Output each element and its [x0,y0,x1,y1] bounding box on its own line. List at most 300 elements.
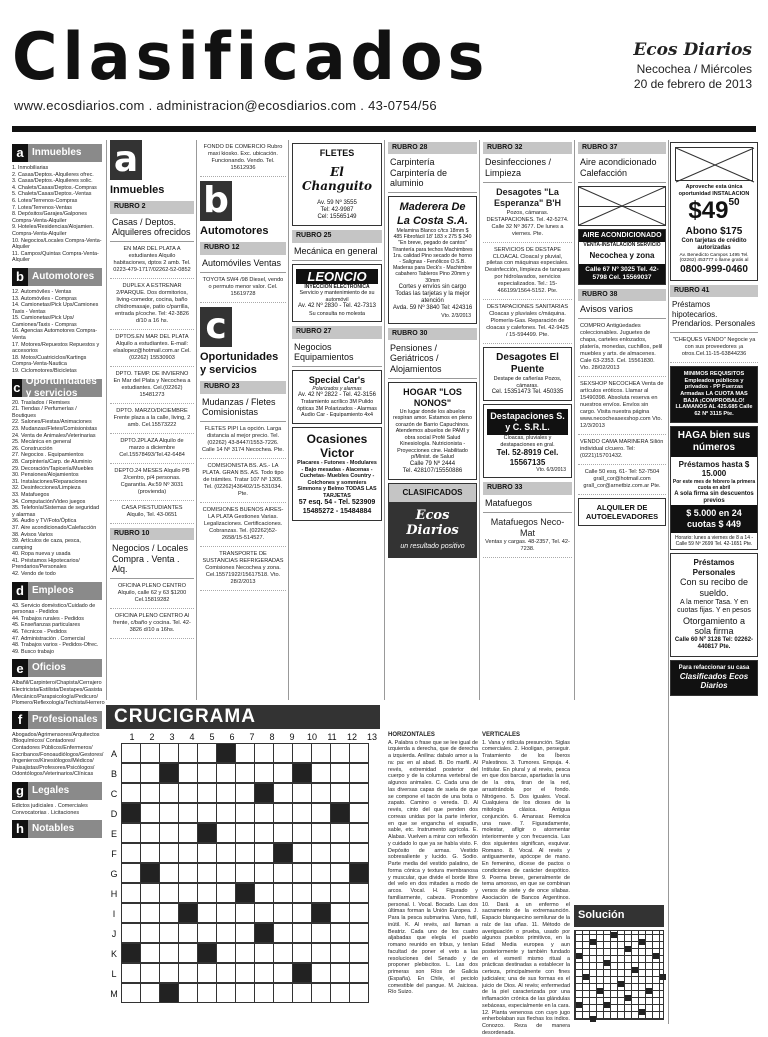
crossword-cell[interactable] [216,863,236,883]
column-number: 8 [269,732,275,742]
ad-subtitle: INYECCION ELECTRONICA [304,284,370,291]
crossword-cell[interactable] [140,963,160,983]
ad-text: Ventas y cargas. 48-2357, Tel. 42-7238. [485,539,570,553]
crossword-cell[interactable] [121,783,141,803]
crossword-cell[interactable] [330,783,350,803]
crossword-cell[interactable] [273,763,293,783]
crossword-row [106,984,382,1004]
crossword-title: CRUCIGRAMA [106,705,380,729]
row-letter: A [110,748,117,759]
category-list [12,162,102,264]
rubro-name: Casas / Deptos. Alquileres ofrecidos [110,214,194,243]
classified-ad: DEPTO.24 MESES Alquilo PB 2/centro, p/4 personas. Cgarantía. Av.59 Nº 3031 (provienda) [110,464,194,501]
classified-ad: COMPRO Antigüedades coleccionables. Juguetes de chapa, carteles enlozados, platería, monedas, cuchillos, pelil muebles y arts. de almacenes. Cale 63-2353. Cel. 15561830. Vto. 28/02/2013 [578,319,666,377]
crossword-cell[interactable] [140,883,160,903]
crossword-cell[interactable] [178,923,198,943]
category-item: 11. Campos/Quintas Compra-Venta-Alquiler [12,250,99,264]
crossword-cell[interactable] [254,883,274,903]
crossword-cell[interactable] [254,823,274,843]
ad-subtitle: VENTA-INSTALACION SERVICIO [583,242,661,249]
crossword-cell[interactable] [273,923,293,943]
ad-la-esperanza [483,183,572,242]
classified-ad: DESTAPACIONES SANITARIAS Cloacas y pluviales c/máquina. Plomería-Gas. Reparación de cloacas y calefones. Tel. 42-9425 / 15-594499. Pte. [483,300,572,344]
crossword-cell[interactable] [235,863,255,883]
rubro-tag: RUBRO 33 [483,482,572,494]
crossword-cell[interactable] [216,883,236,903]
rubro-name: Mudanzas / Fletes Comisionistas [200,394,286,423]
crossword-cell[interactable] [197,843,217,863]
category-letter: c [13,379,21,395]
column-number: 6 [229,732,235,742]
ad-phone: Tel: 42-9987 [320,206,354,213]
category-item: 16. Agencias Automotores Compra-Venta [12,328,98,342]
crossword-cell[interactable] [292,803,312,823]
category-header-h [12,820,102,838]
crossword-cell[interactable] [178,843,198,863]
crossword-cell[interactable] [216,803,236,823]
masthead-rule [12,126,756,132]
crossword-cell[interactable] [216,823,236,843]
crossword-row [106,904,382,924]
ad-heading: Desagotes El Puente [496,352,559,376]
crossword-cell[interactable] [216,843,236,863]
crossword-cell[interactable] [216,923,236,943]
crossword-cell[interactable] [159,763,179,783]
category-letter: e [12,659,28,677]
rubro-tag: RUBRO 28 [388,142,477,154]
crossword-cell[interactable] [197,743,217,763]
crossword-cell[interactable] [273,743,293,763]
crossword-cell[interactable] [235,963,255,983]
crossword-cell[interactable] [292,983,312,1003]
crossword-cell[interactable] [159,923,179,943]
crossword-cell[interactable] [121,803,141,823]
crossword-cell[interactable] [349,923,369,943]
category-item: 28. Carpintería/Carp. de Aluminio [12,458,92,465]
category-item: 48. Trabajos varios - Pedidos-Ofrec. [12,642,99,649]
column-divider [106,140,107,700]
crossword-cell[interactable] [235,943,255,963]
crossword-cell[interactable] [311,983,331,1003]
category-item: 49. Busco trabajo [12,648,54,655]
crossword-row [106,824,382,844]
crossword-cell[interactable] [349,803,369,823]
ad-heading: HAGA bien sus números [671,427,757,457]
crossword-cell[interactable] [311,843,331,863]
crossword-cell[interactable] [273,823,293,843]
category-item: 26. Construcción [12,445,53,452]
crossword-row [106,764,382,784]
column-carpinteria [388,140,477,561]
crossword-cell[interactable] [292,943,312,963]
edition-date: 20 de febrero de 2013 [633,76,752,91]
crossword-cell[interactable] [121,963,141,983]
crossword-cell[interactable] [254,863,274,883]
clues-heading: VERTICALES [482,732,521,738]
ad-autoelevadores [578,498,666,526]
category-letter: g [12,782,28,800]
row-letter: I [112,908,116,919]
crossword-cell[interactable] [140,943,160,963]
crossword-cell[interactable] [121,843,141,863]
ad-text: Otorgamiento a sola firma [682,615,746,637]
crossword-cell[interactable] [178,883,198,903]
crossword-cell[interactable] [273,983,293,1003]
crossword-cell[interactable] [159,783,179,803]
column-number: 5 [209,732,215,742]
crossword-cell[interactable] [254,923,274,943]
ad-heading: AIRE ACONDICIONADO [579,230,665,242]
crossword-cell[interactable] [330,883,350,903]
crossword-cell[interactable] [311,763,331,783]
ad-expiry: Vto. 6/3/2013 [536,467,566,474]
crossword-cell[interactable] [235,883,255,903]
crossword-cell[interactable] [140,843,160,863]
ad-tagline: un resultado positivo [400,542,465,550]
ad-text: Destape de cañerías Pozos, cámaras. [493,376,562,389]
crossword-cell[interactable] [292,823,312,843]
ad-logo: LEONCIO [296,269,378,285]
column-divider [479,140,480,700]
crossword-cell[interactable] [178,863,198,883]
crossword-cell[interactable] [311,743,331,763]
rubro-tag: RUBRO 12 [200,242,286,254]
ad-text: Melamina Blanco c/tcs 18mm $ 485 Fibrofácil 18' 183 x 275 $ 340 "En breve, pegado de cantos" Tirantería para techos Machimbres 1ra. calidad Pino secado de horno - Salignas - Fenólicos O.S.B. Maderas para Deck's - Machimbre cabahero Tableros Pino 20mm y 30mm [392,227,473,284]
clues-text: A. Palabra o frase que se lee igual de izquierda a derecha, que de derecha a izquierda. Anilina: dabalo amor a la ra: pa: en al abad. B. Do marfil. Al revés, extremidad posterior del cuerpo y de la columna vertebral de algunos animales. C. Cada una de las diversas capas de suela de que se compone el tacón de una bota o zapato. Camino o vereda. D. Al revés, cinto del que penden dos correas unidas por la parte inferior, en que se engancha el espadín, sable, etc. Instrumento agrícola. E. Alabas. Vuelven a mirar con reflexión y cuidado lo que ya se había visto. F. Depósito de armas. Vestido sobresaliente y lucido. G. Sodio. Parte media del vestido palatino, de forma cónica y textura membranosa y muscular, que divide el borde libre del velo en dos mitades a modo de arcos. Vocal. H. Figurado y familiarmente, cabeza. Pronombre personal. I. Vocal. Bocado. Las dos últimas forman la Unión Europea. J. Para la pesca submarina. Vano, futil, inútil. K. Al revés, así llaman a Beatriz. Cada uno de los cuatro aljabadas que elegía el pueblo romano reunido en tribus, y tenían facultad de poner el veto a las resoluciones del Senado y de proponer plebiscitos. L. Las dos primeras son Ríos de Galicia (España). En Chile, el peciolo comestible del pangue. M. Jaiciosa. Río Suizo. [388,739,478,996]
row-letter: H [110,888,118,899]
section-letter-a: a [110,140,142,180]
crossword-cell[interactable] [216,783,236,803]
crossword-cell[interactable] [273,963,293,983]
ad-el-puente [483,347,572,401]
crossword-cell[interactable] [197,863,217,883]
crossword-cell[interactable] [235,743,255,763]
brand-logo: Ecos Diarios [633,40,752,60]
crossword-cell[interactable] [235,923,255,943]
crossword-cell[interactable] [311,783,331,803]
column-desinfecciones [483,140,572,558]
crossword-cell[interactable] [178,743,198,763]
category-item: 1. Inmobiliarias [12,165,49,171]
crossword-cell[interactable] [178,963,198,983]
crossword-cell[interactable] [330,983,350,1003]
rubro-name: Desinfecciones / Limpieza [483,154,572,183]
crossword-cell[interactable] [140,823,160,843]
crossword-cell[interactable] [121,883,141,903]
category-item: 36. Audio y TV/Foto/Óptica [12,518,77,525]
crossword-cell[interactable] [311,963,331,983]
crossword-cell[interactable] [216,763,236,783]
crossword-cell[interactable] [140,923,160,943]
category-item: 9. Hoteles/Residencias/Alojamien. Compra-Venta-Alquiler [12,224,94,237]
crossword-cell[interactable] [216,963,236,983]
ad-phone: Calle 67 Nº 3025 Tel. 42-5798 Cel. 15569037 [579,264,665,284]
crossword-cell[interactable] [349,883,369,903]
crossword-cell[interactable] [178,823,198,843]
crossword-cell[interactable] [311,943,331,963]
crossword-cell[interactable] [330,943,350,963]
crossword-cell[interactable] [311,863,331,883]
solution-black-cell [611,932,617,938]
ad-maderera [388,196,477,323]
crossword-cell[interactable] [121,763,141,783]
crossword-cell[interactable] [330,843,350,863]
crossword-row [106,944,382,964]
ad-leoncio [292,264,382,322]
crossword-cell[interactable] [197,763,217,783]
row-letter: E [110,828,117,839]
ad-ocasiones-victor [292,427,382,521]
crossword-cell[interactable] [273,863,293,883]
crossword-cell[interactable] [216,983,236,1003]
crossword-cell[interactable] [292,763,312,783]
crossword-cell[interactable] [292,863,312,883]
crossword-cell[interactable] [216,743,236,763]
crossword-cell[interactable] [140,983,160,1003]
crossword-cell[interactable] [178,983,198,1003]
crossword-cell[interactable] [292,923,312,943]
crossword-cell[interactable] [197,883,217,903]
crossword-cell[interactable] [159,963,179,983]
category-letter: a [12,144,28,162]
category-item: 8. Depósitos/Garajes/Galpones Compra-Venta-Alquiler [12,211,87,224]
category-item: 25. Mecánica en general [12,439,72,446]
crossword-cell[interactable] [140,863,160,883]
crossword-cell[interactable] [349,823,369,843]
crossword-cell[interactable] [140,803,160,823]
brand-logo: Ecos Diarios [406,507,459,539]
crossword-cell[interactable] [235,803,255,823]
crossword-cell[interactable] [197,783,217,803]
ad-fletes-changuito [292,143,382,226]
crossword-cell[interactable] [235,843,255,863]
classified-ad: OFICINA PLENO CENTRO Al frente, c/baño y cocina. Tel. 42-3826 d/10 a 16hs. [110,609,194,639]
crossword-cell[interactable] [330,823,350,843]
column-number: 7 [249,732,255,742]
classified-ad: DPTO. TEMP. DE INVIERNO En Mar del Plata y Necochea a estudiantes. Cel.(02262) 15481273 [110,367,194,404]
crossword-cell[interactable] [311,803,331,823]
crossword-cell[interactable] [235,903,255,923]
crossword-cell[interactable] [197,923,217,943]
crossword-cell[interactable] [254,803,274,823]
edition-city: Necochea / Miércoles [636,62,752,77]
crossword-cell[interactable] [330,743,350,763]
category-item: 35. Telefonía/Sistemas de seguridad y alarmas [12,505,100,518]
classified-ad: CASA P/ESTUDIANTES Alquilo, Tel. 43-0651 [110,501,194,524]
crossword-cell[interactable] [140,763,160,783]
category-letter: h [12,820,28,838]
ad-address: Avda. 59 Nº 3840 Tel: 424316 [392,305,473,312]
crossword-cell[interactable] [349,943,369,963]
crossword-cell[interactable] [349,863,369,883]
crossword-cell[interactable] [349,783,369,803]
crossword-cell[interactable] [273,783,293,803]
crossword-cell[interactable] [292,783,312,803]
ad-text: Placares - Futones - Modulares - Bajo mesadas - Alacenas - Cuchetas- Muebles Country - Colchones y sommiers Simmons y Belmo TODAS LAS TARJETAS [297,460,377,499]
column-number: 12 [346,732,357,742]
crossword-cell[interactable] [235,783,255,803]
rubro-name: Mecánica en general [292,243,382,261]
row-letter: D [110,808,118,819]
crossword-cell[interactable] [254,763,274,783]
crossword-cell[interactable] [254,903,274,923]
ad-text: A sola firma sin descuentos previos [674,491,754,505]
rubro-tag: RUBRO 41 [670,285,758,297]
ad-neco-mat [483,513,572,558]
column-inmuebles [110,140,194,639]
crossword-cell[interactable] [292,843,312,863]
category-header-e [12,659,102,677]
crossword-clues-continued [574,732,664,900]
crossword-cell[interactable] [235,983,255,1003]
solution-black-cell [590,939,596,945]
category-item: Abogados/Agrimensores/Arquitectos /Bioquímicos/ Contadores/ Contadores Públicos/Enfermeros/ Escribanos/Fonoaudiólogos/Gestores/ /Ingenieros/Kinesiólogos/Médicos/ Paisajistas/Profesores/Psicólogos/ Odontólogos/Veterinarios/Clínicas [12,731,104,778]
crossword-cell[interactable] [349,983,369,1003]
crossword-cell[interactable] [292,883,312,903]
crossword-cell[interactable] [197,803,217,823]
crossword-cell[interactable] [178,803,198,823]
crossword-cell[interactable] [197,983,217,1003]
crossword-cell[interactable] [235,823,255,843]
crossword-cell[interactable] [273,883,293,903]
rubro-name: Negocios / Locales Compra . Venta . Alq. [110,540,194,579]
crossword-cell[interactable] [159,863,179,883]
crossword-cell[interactable] [254,743,274,763]
crossword-cell[interactable] [292,963,312,983]
category-item: 40. Ropa nueva y usada [12,551,71,558]
crossword-cell[interactable] [197,903,217,923]
crossword-cell[interactable] [216,943,236,963]
crossword-cell[interactable] [330,923,350,943]
ad-text: Necochea y zona [589,251,655,261]
classified-ad: DPTO.2PLAZA Alquilo de marzo a diciembre Cel.15578493/Tel.42-6484 [110,434,194,464]
crossword-cell[interactable] [197,943,217,963]
crossword-cell[interactable] [140,783,160,803]
classified-ad: SEXSHOP NECOCHEA Venta de artículos eróticos. Llamar al 15490398. Absoluta reserva en nuestros envíos. Envíos sin cargo. Visita nuestra página www.necocheasexshop.com Vto. 12/3/2013 [578,377,666,435]
category-letter: f [12,711,28,729]
crossword-cell[interactable] [159,883,179,903]
crossword-cell[interactable] [121,823,141,843]
ad-text: Pozos, cámaras. DESTAPACIONES. Tel. 42-5274. Calle 32 Nº 3677. De lunes a viernes. Pte. [486,209,569,237]
category-item: 47. Administración . Comercial [12,635,85,642]
ad-phone: Cel. 15351473 Tel. 450335 [491,389,564,396]
crossword-cell[interactable] [235,763,255,783]
category-item: 7. Lotes/Terrenos-Ventas [12,204,72,211]
crossword-cell[interactable] [159,823,179,843]
crossword-cell[interactable] [292,903,312,923]
crossword-cell[interactable] [121,923,141,943]
crossword-cell[interactable] [140,903,160,923]
crossword-cell[interactable] [159,743,179,763]
crossword-row [106,784,382,804]
crossword-cell[interactable] [197,823,217,843]
crossword-cell[interactable] [349,963,369,983]
crossword-cell[interactable] [121,983,141,1003]
crossword-cell[interactable] [273,843,293,863]
crossword-cell[interactable] [330,903,350,923]
crossword-cell[interactable] [349,843,369,863]
crossword-cell[interactable] [121,943,141,963]
crossword-cell[interactable] [159,843,179,863]
category-label: Oportunidades y servicios [25,375,97,399]
crossword-cell[interactable] [159,903,179,923]
classified-ad: FLETES PIPI La opción. Larga distancia al mejor precio. Tel.(02262) 43-8447/1553-7226. Calle 14 Nº 3174 Necochea. Pte. [200,422,286,459]
ad-heading: Desagotes "La Esperanza" B'H [494,187,561,209]
rubro-name: Avisos varios [578,301,666,319]
crossword-cell[interactable] [216,903,236,923]
category-item: 31. Instalaciones/Reparaciones [12,478,88,485]
ad-text: Horario: lunes a viernes de 8 a 14 - Calle 59 Nº 2699 Tel. 42-1651 Pte. [674,535,754,548]
crossword-cell[interactable] [140,743,160,763]
crossword-cell[interactable] [159,943,179,963]
crossword-cell[interactable] [311,883,331,903]
column-divider [574,140,575,700]
crossword-row [106,884,382,904]
category-label: Legales [32,784,70,796]
crossword-cell[interactable] [273,903,293,923]
crossword-cell[interactable] [311,923,331,943]
section-title-automotores: Automotores [200,224,269,237]
solution-black-cell [604,1002,610,1008]
category-list [12,800,102,816]
category-list [12,677,105,707]
crossword-cell[interactable] [159,803,179,823]
crossword-cell[interactable] [178,903,198,923]
crossword-cell[interactable] [349,903,369,923]
crossword-cell[interactable] [330,763,350,783]
crossword-cell[interactable] [121,743,141,763]
ad-logo: Maderera De La Costa S.A. [397,201,468,227]
crossword-row [106,744,382,764]
ad-address: Av. 42 Nº 2822 - Tel. 42-3156 [298,391,376,398]
crossword-cell[interactable] [330,863,350,883]
crossword-cell[interactable] [121,863,141,883]
crossword-cell[interactable] [159,983,179,1003]
crossword-cell[interactable] [349,743,369,763]
crossword-cell[interactable] [311,903,331,923]
rubro-tag: RUBRO 38 [578,289,666,301]
ad-text: Con tarjetas de crédito autorizadas [681,238,747,252]
crossword-cell[interactable] [349,763,369,783]
classified-ad: COMISIONISTA BS. AS.- LA PLATA. GRAN BS. AS. Todo tipo de trámites. Tratar 107 Nº 1305. Tel. (02262)436402/15-531034. Pte. [200,459,286,503]
crossword-cell[interactable] [121,903,141,923]
column-number: 2 [149,732,155,742]
ad-heading: Préstamos Personales [692,558,736,577]
crossword-cell[interactable] [311,823,331,843]
crossword-cell[interactable] [178,763,198,783]
crossword-cell[interactable] [178,943,198,963]
crossword-cell[interactable] [330,963,350,983]
crossword-cell[interactable] [254,843,274,863]
crossword-cell[interactable] [273,803,293,823]
crossword-cell[interactable] [254,783,274,803]
row-letter: J [111,928,117,939]
crossword-cell[interactable] [330,803,350,823]
solution-black-cell [576,1002,582,1008]
crossword-cell[interactable] [197,963,217,983]
crossword-cell[interactable] [254,943,274,963]
clues-heading: HORIZONTALES [388,732,435,738]
crossword-cell[interactable] [254,983,274,1003]
crossword-cell[interactable] [273,943,293,963]
classified-ad: Calle 50 esq. 61- Tel: 52-7504 grall_cor@hotmail.com grall_cor@arnetbiz.com.ar Pte. [578,465,666,495]
category-item: 4. Chalets/Casas/Deptos.-Compras [12,184,97,191]
column-number: 10 [306,732,317,742]
crossword-cell[interactable] [292,743,312,763]
crossword-cell[interactable] [178,783,198,803]
crossword-cell[interactable] [254,963,274,983]
ad-logo: El Changuito [302,164,372,194]
